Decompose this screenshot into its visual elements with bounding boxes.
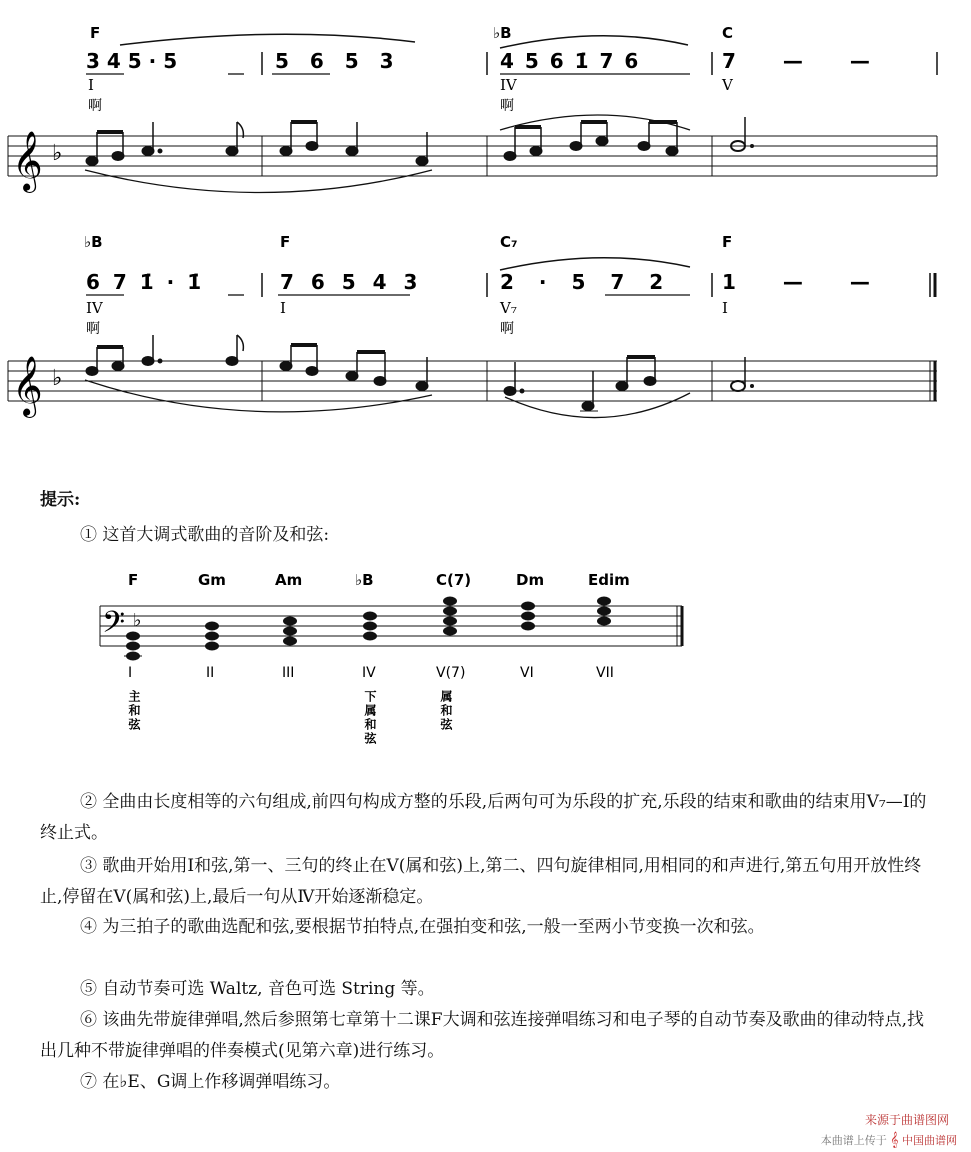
jianpu-measure: 6 7 1̇ · 1̇ (86, 270, 202, 294)
lyric: 啊 (500, 321, 514, 337)
flat-icon: ♭ (52, 366, 63, 391)
flat-icon: ♭ (133, 610, 142, 631)
roman-numeral: VII (596, 665, 614, 681)
chord-name: F (128, 571, 139, 589)
chord-symbol: C (722, 24, 734, 42)
degree-label: I (280, 299, 286, 317)
chord-symbol: ♭B (84, 233, 103, 251)
degree-label: IV (500, 76, 517, 94)
lyric: 啊 (88, 98, 102, 114)
function-label: 下属和弦 (363, 690, 377, 746)
score-line-1 (0, 0, 971, 215)
chord-name: C(7) (436, 571, 472, 589)
roman-numeral: II (206, 665, 215, 681)
chord-symbol: F (90, 24, 101, 42)
hints-heading: 提示: (40, 490, 81, 510)
lyric: 啊 (500, 98, 514, 114)
roman-numeral: I (128, 665, 133, 681)
watermark-right: 中国曲谱网 (902, 1134, 957, 1147)
chord-name: Am (275, 571, 303, 589)
chord-symbol: F (722, 233, 733, 251)
treble-clef-icon: 𝄞 (12, 131, 43, 191)
jianpu-measure: 5 6 5 3 (275, 49, 394, 73)
jianpu-measure: 1 — — (722, 270, 870, 294)
function-label: 主和弦 (127, 690, 141, 732)
watermark-source: 来源于曲谱图网 (864, 1113, 949, 1127)
flat-icon: ♭ (52, 141, 63, 166)
hint-item: ⑤ 自动节奏可选 Waltz, 音色可选 String 等。 (80, 979, 435, 999)
hint-item: ② 全曲由长度相等的六句组成,前四句构成方整的乐段,后两句可为乐段的扩充,乐段的结束和歌曲的结束用V₇—I的终止式。 (40, 792, 927, 843)
watermark (821, 1132, 957, 1148)
degree-label: V₇ (500, 299, 517, 317)
treble-clef-icon: 𝄞 (12, 356, 43, 416)
watermark-left: 本曲谱上传于 (820, 1134, 887, 1147)
jianpu-measure: 7 — — (722, 49, 870, 73)
treble-clef-logo-icon: 𝄞 (890, 1132, 899, 1148)
roman-numeral: III (282, 665, 295, 681)
hint-item: ① 这首大调式歌曲的音阶及和弦: (80, 525, 330, 545)
lyric: 啊 (86, 321, 100, 337)
chord-symbol: F (280, 233, 291, 251)
degree-label: IV (86, 299, 103, 317)
hint-item: ③ 歌曲开始用Ⅰ和弦,第一、三句的终止在Ⅴ(属和弦)上,第二、四句旋律相同,用相同的和声进行,第五句用开放性终止,停留在Ⅴ(属和弦)上,最后一句从Ⅳ开始逐渐稳定。 (40, 856, 922, 907)
chord-symbol: C₇ (500, 233, 518, 251)
degree-label: I (88, 76, 94, 94)
function-label: 属和弦 (439, 690, 453, 732)
jianpu-measure: 3 4 5 · 5 (86, 49, 178, 73)
hint-item: ④ 为三拍子的歌曲选配和弦,要根据节拍特点,在强拍变和弦,一般一至两小节变换一次和弦。 (80, 917, 765, 937)
jianpu-measure: 2 · 5 7 2 (500, 270, 664, 294)
hint-item: ⑥ 该曲先带旋律弹唱,然后参照第七章第十二课F大调和弦连接弹唱练习和电子琴的自动节奏及歌曲的律动特点,找出几种不带旋律弹唱的伴奏模式(见第六章)进行练习。 (40, 1010, 925, 1061)
degree-label: V (722, 76, 733, 94)
roman-numeral: VI (520, 665, 534, 681)
jianpu-measure: 7 6 5 4 3 (280, 270, 418, 294)
chord-name: Dm (516, 571, 545, 589)
score-line-2 (0, 225, 971, 425)
chord-name: Edim (588, 571, 630, 589)
scale-chords-figure (0, 560, 971, 760)
roman-numeral: IV (362, 665, 376, 681)
chord-symbol: ♭B (493, 24, 512, 42)
chord-name: ♭B (355, 571, 374, 589)
jianpu-measure: 4 5 6 1̇ 7 6 (500, 49, 639, 73)
roman-numeral: V(7) (436, 665, 466, 681)
bass-clef-icon: 𝄢 (102, 606, 126, 647)
hint-item: ⑦ 在♭E、G调上作移调弹唱练习。 (80, 1072, 341, 1092)
degree-label: I (722, 299, 728, 317)
chord-name: Gm (198, 571, 226, 589)
